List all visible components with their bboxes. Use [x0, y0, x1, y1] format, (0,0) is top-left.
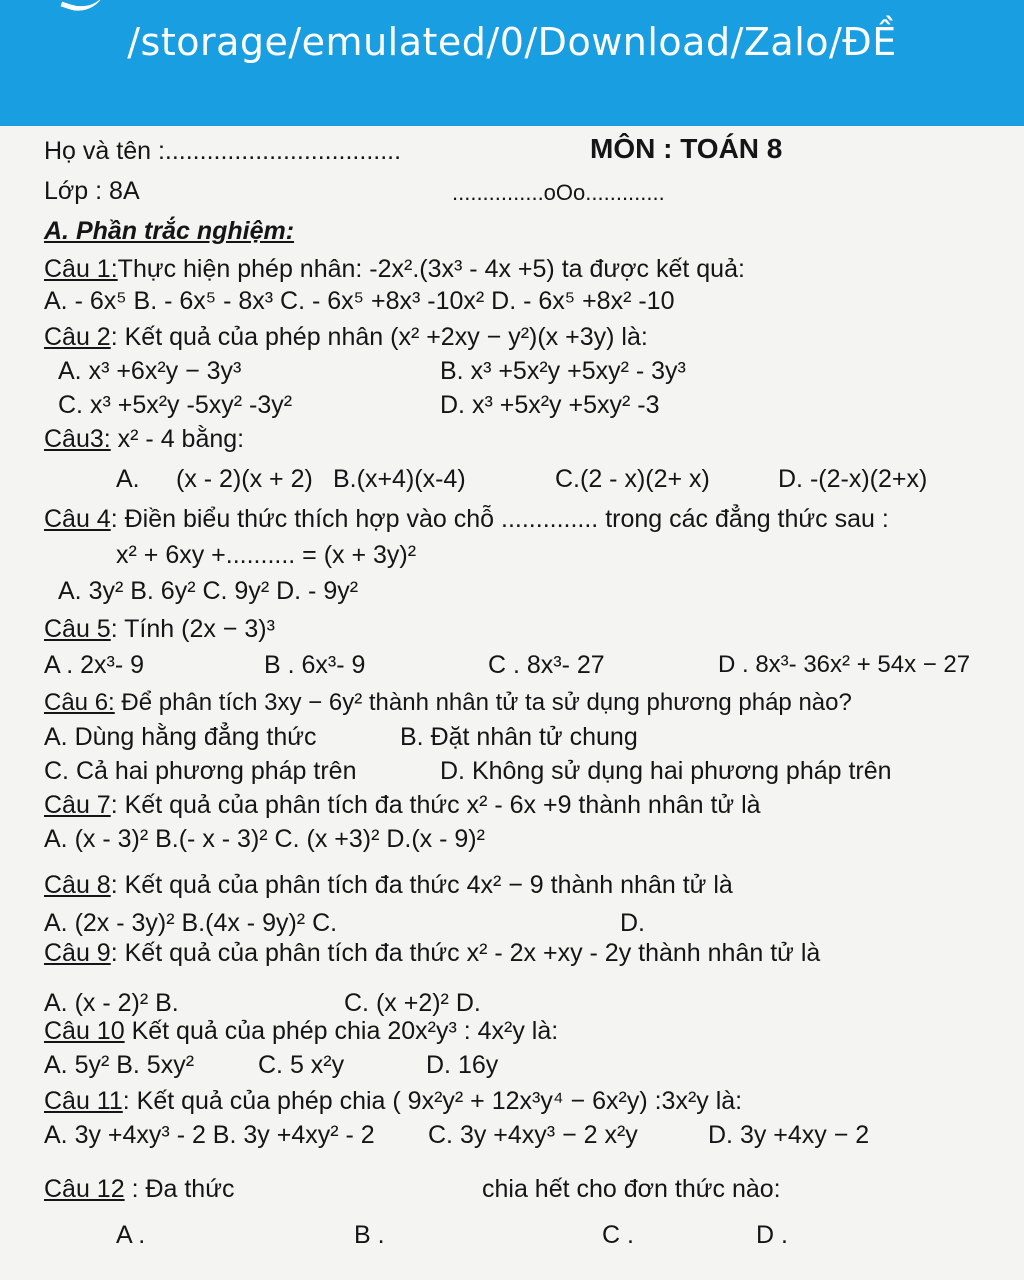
question-label: Câu 4	[44, 505, 111, 533]
question-11	[44, 1086, 742, 1116]
question-text: : Kết quả của phân tích đa thức x² - 6x +9 thành nhân tử là	[110, 791, 761, 819]
question-12-text-2: chia hết cho đơn thức nào:	[482, 1175, 781, 1203]
exam-document	[0, 126, 1024, 1280]
name-field: Họ và tên :..................................	[44, 137, 402, 165]
divider: ...............oOo.............	[452, 180, 665, 205]
question-4-expression: x² + 6xy +.......... = (x + 3y)²	[116, 541, 417, 569]
option-d: D . 8x³- 36x² + 54x − 27	[718, 651, 971, 678]
question-label: Câu 9	[44, 939, 111, 967]
question-9	[44, 938, 820, 968]
subject-heading: MÔN : TOÁN 8	[590, 133, 783, 164]
question-8	[44, 870, 733, 900]
option-c: C .	[602, 1221, 634, 1249]
question-label: Câu 2	[44, 323, 111, 351]
question-text: x² - 4 bằng:	[110, 425, 245, 453]
question-2	[44, 322, 648, 352]
option-d: D. 3y +4xy − 2	[708, 1121, 870, 1149]
question-label: Câu 7	[44, 791, 111, 819]
option-c: C. Cả hai phương pháp trên	[44, 757, 357, 785]
question-3	[44, 424, 244, 454]
option-c: C. 5 x²y	[258, 1051, 345, 1079]
option-d: D. x³ +5x²y +5xy² -3	[440, 391, 660, 419]
option-a: A .	[116, 1221, 146, 1249]
question-1-options: A. - 6x⁵ B. - 6x⁵ - 8x³ C. - 6x⁵ +8x³ -10x² D. - 6x⁵ +8x² -10	[44, 287, 675, 315]
question-label: Câu 12	[44, 1175, 125, 1203]
question-text: Thực hiện phép nhân: -2x².(3x³ - 4x +5) ta được kết quả:	[117, 255, 745, 283]
question-7	[44, 790, 761, 820]
class-field: Lớp : 8A	[44, 177, 140, 205]
question-1	[44, 254, 745, 284]
question-text: : Kết quả của phân tích đa thức 4x² − 9 thành nhân tử là	[110, 871, 733, 899]
option-c-d: C. (x +2)² D.	[344, 989, 481, 1017]
question-label: Câu 10	[44, 1017, 125, 1045]
option-b: B .	[354, 1221, 385, 1249]
option-b: B.(x+4)(x-4)	[333, 465, 466, 493]
option-c: C. x³ +5x²y -5xy² -3y²	[58, 391, 293, 419]
option-a-b: A. 5y² B. 5xy²	[44, 1051, 195, 1079]
question-label: Câu 11	[44, 1087, 123, 1115]
question-text: : Kết quả của phép nhân (x² +2xy − y²)(x +3y) là:	[110, 323, 648, 351]
question-text: : Kết quả của phép chia ( 9x²y² + 12x³y⁴ − 6x²y) :3x²y là:	[122, 1087, 743, 1115]
question-6	[44, 688, 852, 718]
option-b: B . 6x³- 9	[264, 651, 366, 679]
question-8-options: A. (2x - 3y)² B.(4x - 9y)² C.	[44, 909, 338, 937]
option-c: C . 8x³- 27	[488, 651, 605, 679]
option-b: B. x³ +5x²y +5xy² - 3y³	[440, 357, 686, 385]
option-d: D.	[620, 909, 645, 937]
question-text: Kết quả của phép chia 20x²y³ : 4x²y là:	[124, 1017, 559, 1045]
option-a: A . 2x³- 9	[44, 651, 145, 679]
question-text: : Đa thức	[124, 1175, 235, 1203]
question-7-options: A. (x - 3)² B.(- x - 3)² C. (x +3)² D.(x - 9)²	[44, 825, 485, 853]
option-d: D. Không sử dụng hai phương pháp trên	[440, 757, 892, 785]
option-c: C. 3y +4xy³ − 2 x²y	[428, 1121, 638, 1149]
section-title: A. Phần trắc nghiệm:	[44, 217, 295, 245]
question-5	[44, 614, 275, 644]
option-a-b: A. (x - 2)² B.	[44, 989, 179, 1017]
option-c: C.(2 - x)(2+ x)	[555, 465, 710, 493]
option-b: B. Đặt nhân tử chung	[400, 723, 638, 751]
question-label: Câu3:	[44, 425, 111, 453]
option-d: D. 16y	[426, 1051, 499, 1079]
option-d: D .	[756, 1221, 788, 1249]
question-text: : Tính (2x − 3)³	[110, 615, 275, 643]
option-a: A.	[116, 465, 140, 493]
file-path-title: /storage/emulated/0/Download/Zalo/ĐỀ	[127, 20, 897, 64]
question-label: Câu 6:	[44, 689, 115, 716]
question-4	[44, 504, 889, 534]
back-arrow-icon[interactable]	[60, 0, 105, 18]
question-label: Câu 8	[44, 871, 111, 899]
option-a: A. Dùng hằng đẳng thức	[44, 723, 317, 751]
question-label: Câu 1:	[44, 255, 118, 283]
top-bar	[0, 0, 1024, 126]
question-4-options: A. 3y² B. 6y² C. 9y² D. - 9y²	[58, 577, 359, 605]
option-a-expression: (x - 2)(x + 2)	[176, 465, 313, 493]
question-12	[44, 1174, 234, 1204]
question-10	[44, 1016, 558, 1046]
option-a-b: A. 3y +4xy³ - 2 B. 3y +4xy² - 2	[44, 1121, 375, 1149]
question-text: Để phân tích 3xy − 6y² thành nhân tử ta sử dụng phương pháp nào?	[114, 689, 852, 716]
question-text: : Điền biểu thức thích hợp vào chỗ .............. trong các đẳng thức sau :	[110, 505, 889, 533]
option-a: A. x³ +6x²y − 3y³	[58, 357, 242, 385]
question-label: Câu 5	[44, 615, 111, 643]
option-d: D. -(2-x)(2+x)	[778, 465, 928, 493]
question-text: : Kết quả của phân tích đa thức x² - 2x +xy - 2y thành nhân tử là	[110, 939, 821, 967]
